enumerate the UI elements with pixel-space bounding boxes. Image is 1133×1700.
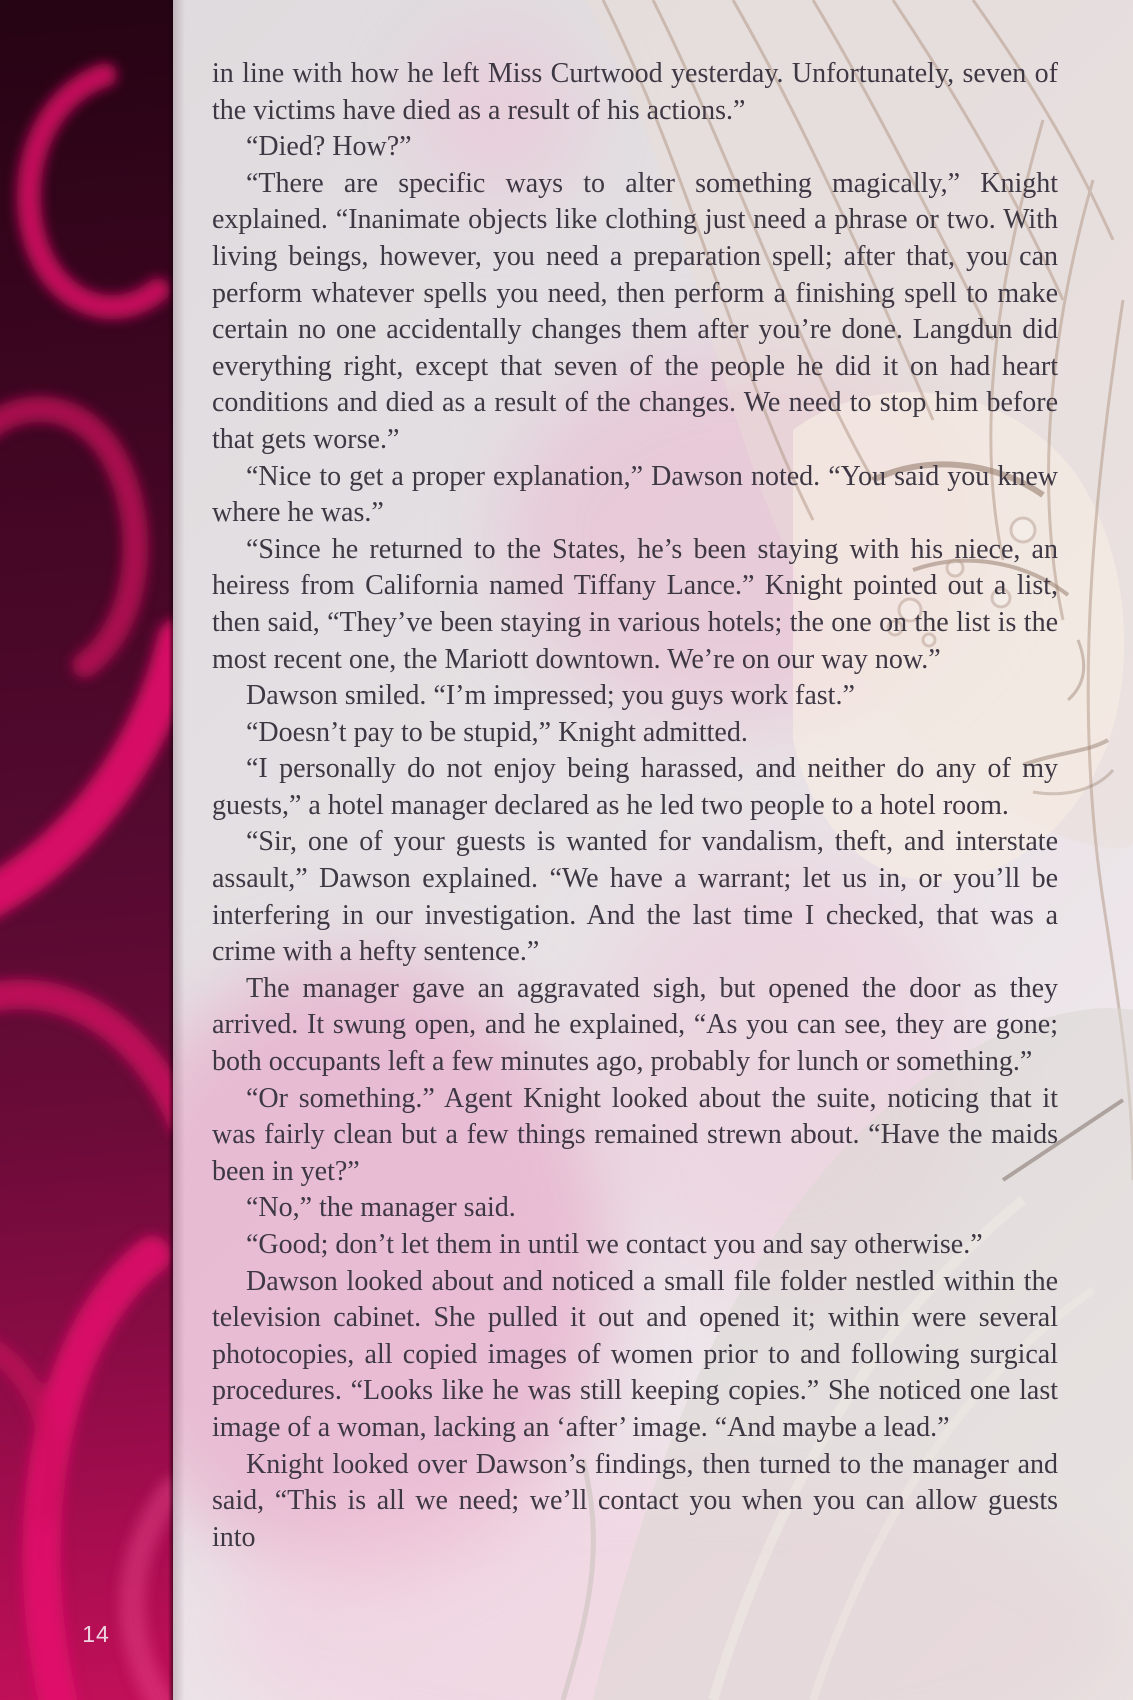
paragraph: “Nice to get a proper explanation,” Dawson noted. “You said you knew where he was.” [212,460,1058,529]
paragraph: Dawson smiled. “I’m impressed; you guys work fast.” [246,680,855,712]
paragraph: “Died? How?” [246,131,412,163]
paragraph: “No,” the manager said. [246,1192,516,1224]
paragraph: “There are specific ways to alter something magically,” Knight explained. “Inanimate objects like clothing just need a phrase or two. With living beings, however, you need a preparation spell; after that, you can perform whatever spells you need, then perform a finishing spell to make certain no one accidentally changes them after you’re done. Langdun did everything right, except that seven of the people he did it on had heart conditions and died as a result of the changes. We need to stop him before that gets worse.” [212,167,1058,455]
paragraph: “Since he returned to the States, he’s been staying with his niece, an heiress from California named Tiffany Lance.” Knight pointed out a list, then said, “They’ve been staying in various hotels; the one on the list is the most recent one, the Mariott downtown. We’re on our way now.” [212,533,1058,675]
story-text [212,56,1058,1556]
paragraph: “I personally do not enjoy being harassed, and neither do any of my guests,” a hotel manager declared as he led two people to a hotel room. [212,753,1058,821]
paragraph: The manager gave an aggravated sigh, but opened the door as they arrived. It swung open, and he explained, “As you can see, they are gone; both occupants left a few minutes ago, probably for lunch or something.” [212,972,1058,1078]
paragraph: Knight looked over Dawson’s findings, then turned to the manager and said, “This is all we need; we’ll contact you when you can allow guests into [212,1448,1058,1553]
paragraph: in line with how he left Miss Curtwood yesterday. Unfortunately, seven of the victims have died as a result of his actions.” [212,58,1058,126]
spine-swirl-art [0,0,173,1700]
page-body [173,0,1133,1700]
paragraph: “Doesn’t pay to be stupid,” Knight admitted. [246,716,748,748]
paragraph: Dawson looked about and noticed a small file folder nestled within the television cabinet. She pulled it out and opened it; within were several photocopies, all copied images of women prior to and following surgical procedures. “Looks like he was still keeping copies.” She noticed one last image of a woman, lacking an ‘after’ image. “And maybe a lead.” [212,1265,1058,1443]
spine-decoration [0,0,173,1700]
paragraph: “Sir, one of your guests is wanted for vandalism, theft, and interstate assault,” Dawson explained. “We have a warrant; let us in, or you’ll be interfering in our investigation. And the last time I checked, that was a crime with a hefty sentence.” [212,826,1058,968]
page-number: 14 [82,1621,110,1647]
paragraph: “Good; don’t let them in until we contact you and say otherwise.” [246,1229,983,1260]
paragraph: “Or something.” Agent Knight looked about the suite, noticing that it was fairly clean but a few things remained strewn about. “Have the maids been in yet?” [212,1082,1058,1187]
